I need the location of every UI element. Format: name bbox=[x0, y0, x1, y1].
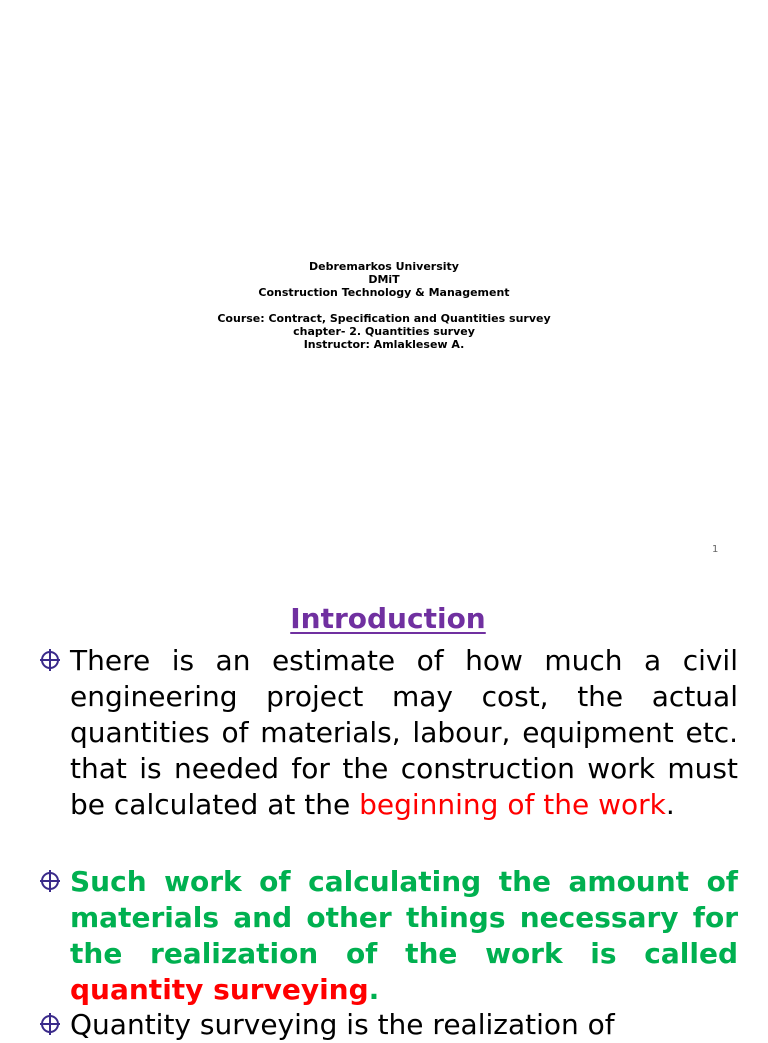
circle-plus-icon bbox=[38, 647, 62, 671]
bullet-text bbox=[70, 643, 738, 823]
instructor-name: Instructor: Amlaklesew A. bbox=[303, 338, 465, 351]
title-gap bbox=[0, 299, 768, 312]
bullet-highlight: quantity surveying bbox=[70, 973, 369, 1006]
institute-name: DMiT bbox=[368, 273, 400, 286]
bullet-text: Quantity surveying is the realization of bbox=[70, 1008, 615, 1041]
bullet-item bbox=[38, 1007, 738, 1043]
bullet-end: . bbox=[368, 973, 380, 1006]
bullet-item bbox=[38, 643, 738, 823]
title-block bbox=[0, 260, 768, 351]
bullet-end: . bbox=[665, 788, 675, 821]
course-name: Course: Contract, Specification and Quantities survey bbox=[217, 312, 551, 325]
university-name: Debremarkos University bbox=[309, 260, 459, 273]
slide-heading: Introduction bbox=[290, 602, 486, 635]
bullet-highlight: beginning of the work bbox=[359, 788, 666, 821]
bullet-body: Such work of calculating the amount of materials and other things necessary for the realization of the work is called bbox=[70, 865, 738, 970]
chapter-name: chapter- 2. Quantities survey bbox=[293, 325, 475, 338]
bullet-text bbox=[70, 864, 738, 1008]
bullet-body: There is an estimate of how much a civil engineering project may cost, the actual quantities of materials, labour, equipment etc. that is needed for the construction work must be calculated at the bbox=[70, 644, 738, 821]
introduction-slide bbox=[0, 580, 768, 1041]
circle-plus-icon bbox=[38, 1011, 62, 1035]
bullet-item bbox=[38, 864, 738, 1008]
page-number: 1 bbox=[712, 544, 719, 555]
circle-plus-icon bbox=[38, 868, 62, 892]
department-name: Construction Technology & Management bbox=[258, 286, 510, 299]
